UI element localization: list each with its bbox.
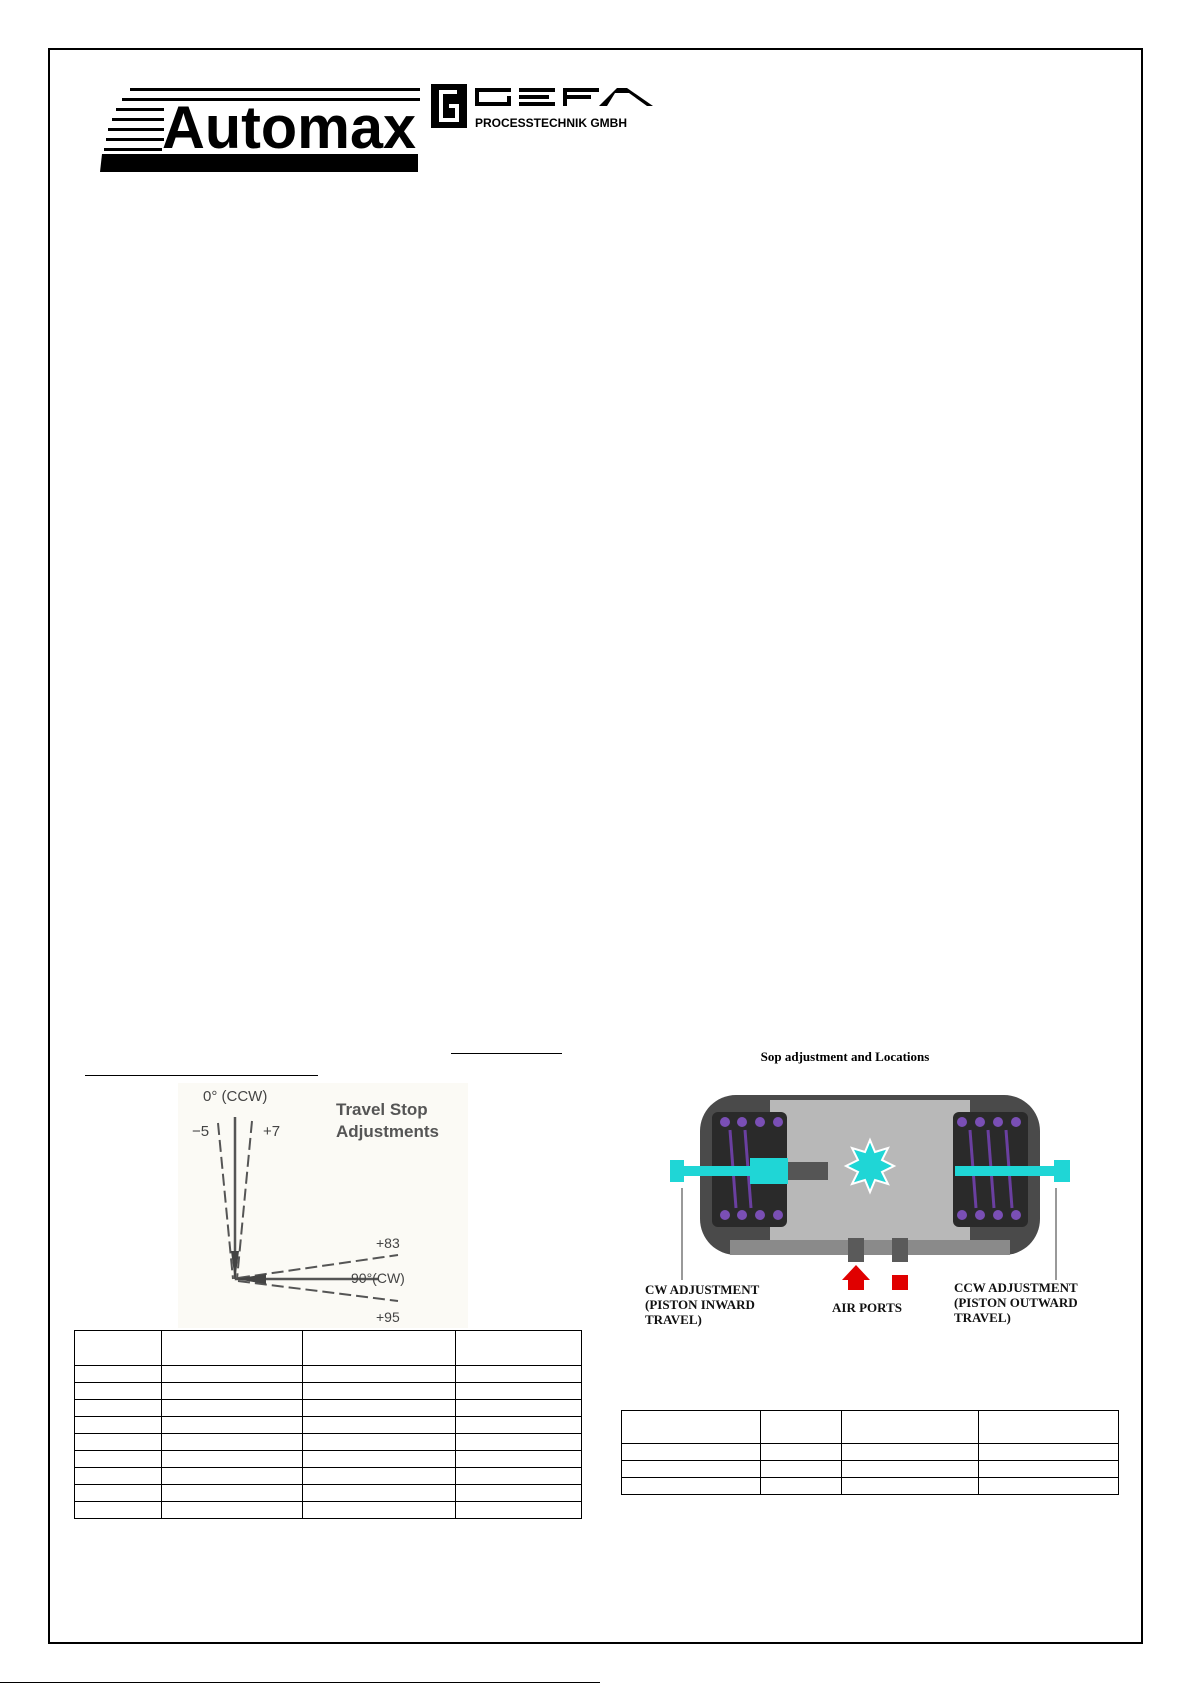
underline-rule	[85, 1075, 318, 1076]
label-plus7: +7	[263, 1123, 281, 1140]
table-row	[75, 1400, 582, 1417]
label-plus95: +95	[376, 1309, 400, 1325]
table-row	[75, 1468, 582, 1485]
table-row	[75, 1366, 582, 1383]
table-row	[75, 1434, 582, 1451]
table-row	[75, 1485, 582, 1502]
table-row	[75, 1451, 582, 1468]
table-header-row	[75, 1331, 582, 1366]
left-table	[74, 1330, 582, 1519]
ccw-adjustment-label: CCW ADJUSTMENT (PISTON OUTWARD TRAVEL)	[954, 1280, 1078, 1325]
label-ccw: 0° (CCW)	[203, 1088, 268, 1105]
table-row	[75, 1417, 582, 1434]
actuator-diagram-title: Sop adjustment and Locations	[760, 1049, 930, 1064]
gefa-logo	[431, 84, 661, 134]
air-outlet-arrow-icon	[884, 1275, 916, 1290]
gefa-subtitle: PROCESSTECHNIK GMBH	[475, 116, 628, 130]
table-row	[622, 1478, 1119, 1495]
svg-text:Automax: Automax	[162, 94, 416, 161]
travel-stop-diagram	[178, 1083, 468, 1328]
cw-adjustment-label: CW ADJUSTMENT (PISTON INWARD TRAVEL)	[645, 1282, 760, 1327]
table-row	[622, 1461, 1119, 1478]
automax-logo	[100, 84, 420, 174]
table-row	[622, 1444, 1119, 1461]
label-cw: 90°(CW)	[351, 1270, 405, 1286]
underline-rule	[451, 1053, 562, 1054]
label-plus83: +83	[376, 1235, 400, 1251]
table-row	[75, 1383, 582, 1400]
air-ports-label: AIR PORTS	[832, 1300, 902, 1315]
air-inlet-arrow-icon	[842, 1265, 870, 1290]
footer-rule	[0, 1682, 600, 1683]
right-table	[621, 1410, 1119, 1495]
actuator-cutaway-diagram	[670, 1090, 1070, 1290]
label-minus5: −5	[192, 1123, 210, 1140]
diagram-title-line1: Travel Stop	[336, 1100, 428, 1119]
table-row	[75, 1502, 582, 1519]
diagram-title-line2: Adjustments	[336, 1122, 439, 1141]
table-header-row	[622, 1411, 1119, 1444]
